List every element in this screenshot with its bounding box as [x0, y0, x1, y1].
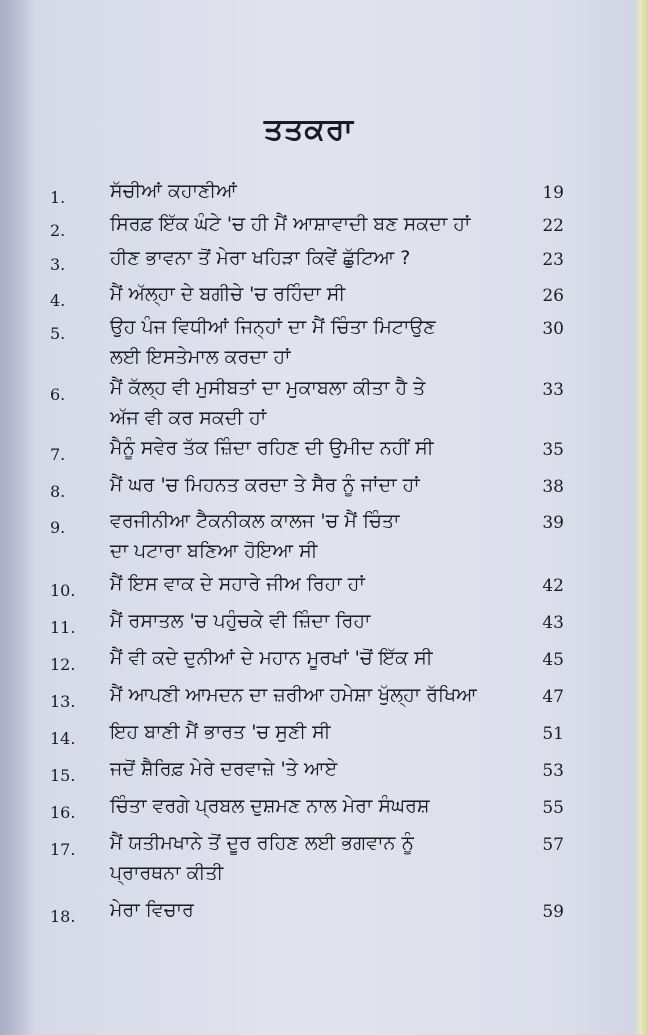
entry-title: ਮੈਂ ਕੱਲ੍ਹ ਵੀ ਮੁਸੀਬਤਾਂ ਦਾ ਮੁਕਾਬਲਾ ਕੀਤਾ ਹੈ ਤੇ [110, 377, 426, 399]
entry-title: ਮੈਂ ਯਤੀਮਖਾਨੇ ਤੋਂ ਦੂਰ ਰਹਿਣ ਲਈ ਭਗਵਾਨ ਨੂੰ [110, 832, 414, 854]
entry-title: ਚਿੰਤਾ ਵਰਗੇ ਪ੍ਰਬਲ ਦੁਸ਼ਮਣ ਨਾਲ ਮੇਰਾ ਸੰਘਰਸ਼ [110, 795, 430, 817]
entry-title: ਮੈਨੂੰ ਸਵੇਰ ਤੱਕ ਜ਼ਿੰਦਾ ਰਹਿਣ ਦੀ ਉਮੀਦ ਨਹੀਂ ਸੀ [110, 437, 434, 459]
entry-number: 8. [50, 482, 66, 501]
entry-number: 14. [50, 729, 76, 748]
entry-page-number: 23 [542, 250, 564, 270]
entry-number: 7. [50, 445, 66, 464]
entry-page-number: 35 [542, 440, 564, 460]
entry-title: ਮੈਂ ਘਰ 'ਚ ਮਿਹਨਤ ਕਰਦਾ ਤੇ ਸੈਰ ਨੂੰ ਜਾਂਦਾ ਹਾਂ [110, 474, 420, 496]
entry-title-continued: ਦਾ ਪਟਾਰਾ ਬਣਿਆ ਹੋਇਆ ਸੀ [110, 540, 318, 562]
entry-title-continued: ਅੱਜ ਵੀ ਕਰ ਸਕਦੀ ਹਾਂ [110, 407, 267, 429]
entry-title: ਮੈਂ ਅੱਲ੍ਹਾ ਦੇ ਬਗੀਚੇ 'ਚ ਰਹਿੰਦਾ ਸੀ [110, 283, 346, 305]
entry-page-number: 57 [542, 835, 564, 855]
entry-number: 9. [50, 518, 66, 537]
entry-page-number: 22 [542, 216, 564, 236]
entry-page-number: 51 [542, 724, 564, 744]
entry-page-number: 30 [542, 319, 564, 339]
entry-title: ਹੀਣ ਭਾਵਨਾ ਤੋਂ ਮੇਰਾ ਖਹਿੜਾ ਕਿਵੇਂ ਛੁੱਟਿਆ ? [110, 247, 411, 269]
entry-title: ਸੱਚੀਆਂ ਕਹਾਣੀਆਂ [110, 180, 237, 202]
entry-number: 18. [50, 907, 76, 926]
entry-page-number: 19 [542, 183, 564, 203]
entry-title: ਉਹ ਪੰਜ ਵਿਧੀਆਂ ਜਿਨ੍ਹਾਂ ਦਾ ਮੈਂ ਚਿੰਤਾ ਮਿਟਾਉਣ [110, 316, 436, 338]
entry-title: ਸਿਰਫ਼ ਇੱਕ ਘੰਟੇ 'ਚ ਹੀ ਮੈਂ ਆਸ਼ਾਵਾਦੀ ਬਣ ਸਕਦਾ ਹਾਂ [110, 213, 471, 235]
entry-number: 17. [50, 840, 76, 859]
entry-title: ਜਦੋਂ ਸ਼ੈਰਿਫ਼ ਮੇਰੇ ਦਰਵਾਜ਼ੇ 'ਤੇ ਆਏ [110, 758, 338, 780]
entry-number: 10. [50, 581, 76, 600]
entry-number: 6. [50, 385, 66, 404]
entry-title: ਮੈਂ ਆਪਣੀ ਆਮਦਨ ਦਾ ਜ਼ਰੀਆ ਹਮੇਸ਼ਾ ਖੁੱਲ੍ਹਾ ਰੱਖਿਆ [110, 684, 477, 706]
entry-page-number: 45 [542, 650, 564, 670]
entry-number: 4. [50, 291, 66, 310]
entry-page-number: 42 [542, 576, 564, 596]
entry-number: 1. [50, 188, 66, 207]
entry-page-number: 47 [542, 687, 564, 707]
entry-number: 11. [50, 618, 76, 637]
entry-title: ਇਹ ਬਾਣੀ ਮੈਂ ਭਾਰਤ 'ਚ ਸੁਣੀ ਸੀ [110, 721, 331, 743]
entry-number: 3. [50, 255, 66, 274]
entry-page-number: 33 [542, 380, 564, 400]
entry-title: ਮੈਂ ਰਸਾਤਲ 'ਚ ਪਹੁੰਚਕੇ ਵੀ ਜ਼ਿੰਦਾ ਰਿਹਾ [110, 610, 371, 632]
entry-number: 16. [50, 803, 76, 822]
entry-title: ਮੈਂ ਵੀ ਕਦੇ ਦੁਨੀਆਂ ਦੇ ਮਹਾਨ ਮੂਰਖਾਂ 'ਚੋਂ ਇੱਕ ਸੀ [110, 647, 433, 669]
entry-title: ਮੈਂ ਇਸ ਵਾਕ ਦੇ ਸਹਾਰੇ ਜੀਅ ਰਿਹਾ ਹਾਂ [110, 573, 365, 595]
entry-title: ਮੇਰਾ ਵਿਚਾਰ [110, 899, 194, 921]
entry-page-number: 43 [542, 613, 564, 633]
entry-title-continued: ਪ੍ਰਾਰਥਨਾ ਕੀਤੀ [110, 862, 224, 884]
entry-title: ਵਰਜੀਨੀਆ ਟੈਕਨੀਕਲ ਕਾਲਜ 'ਚ ਮੈਂ ਚਿੰਤਾ [110, 510, 400, 532]
entry-page-number: 26 [542, 286, 564, 306]
entry-page-number: 59 [542, 902, 564, 922]
page-title: ਤਤਕਰਾ [263, 112, 355, 147]
entry-page-number: 38 [542, 477, 564, 497]
entry-page-number: 55 [542, 798, 564, 818]
entry-number: 12. [50, 655, 76, 674]
entry-number: 15. [50, 766, 76, 785]
entry-page-number: 53 [542, 761, 564, 781]
entry-page-number: 39 [542, 513, 564, 533]
entry-number: 2. [50, 221, 66, 240]
entry-title-continued: ਲਈ ਇਸਤੇਮਾਲ ਕਰਦਾ ਹਾਂ [110, 346, 291, 368]
entry-number: 13. [50, 692, 76, 711]
entry-number: 5. [50, 324, 66, 343]
